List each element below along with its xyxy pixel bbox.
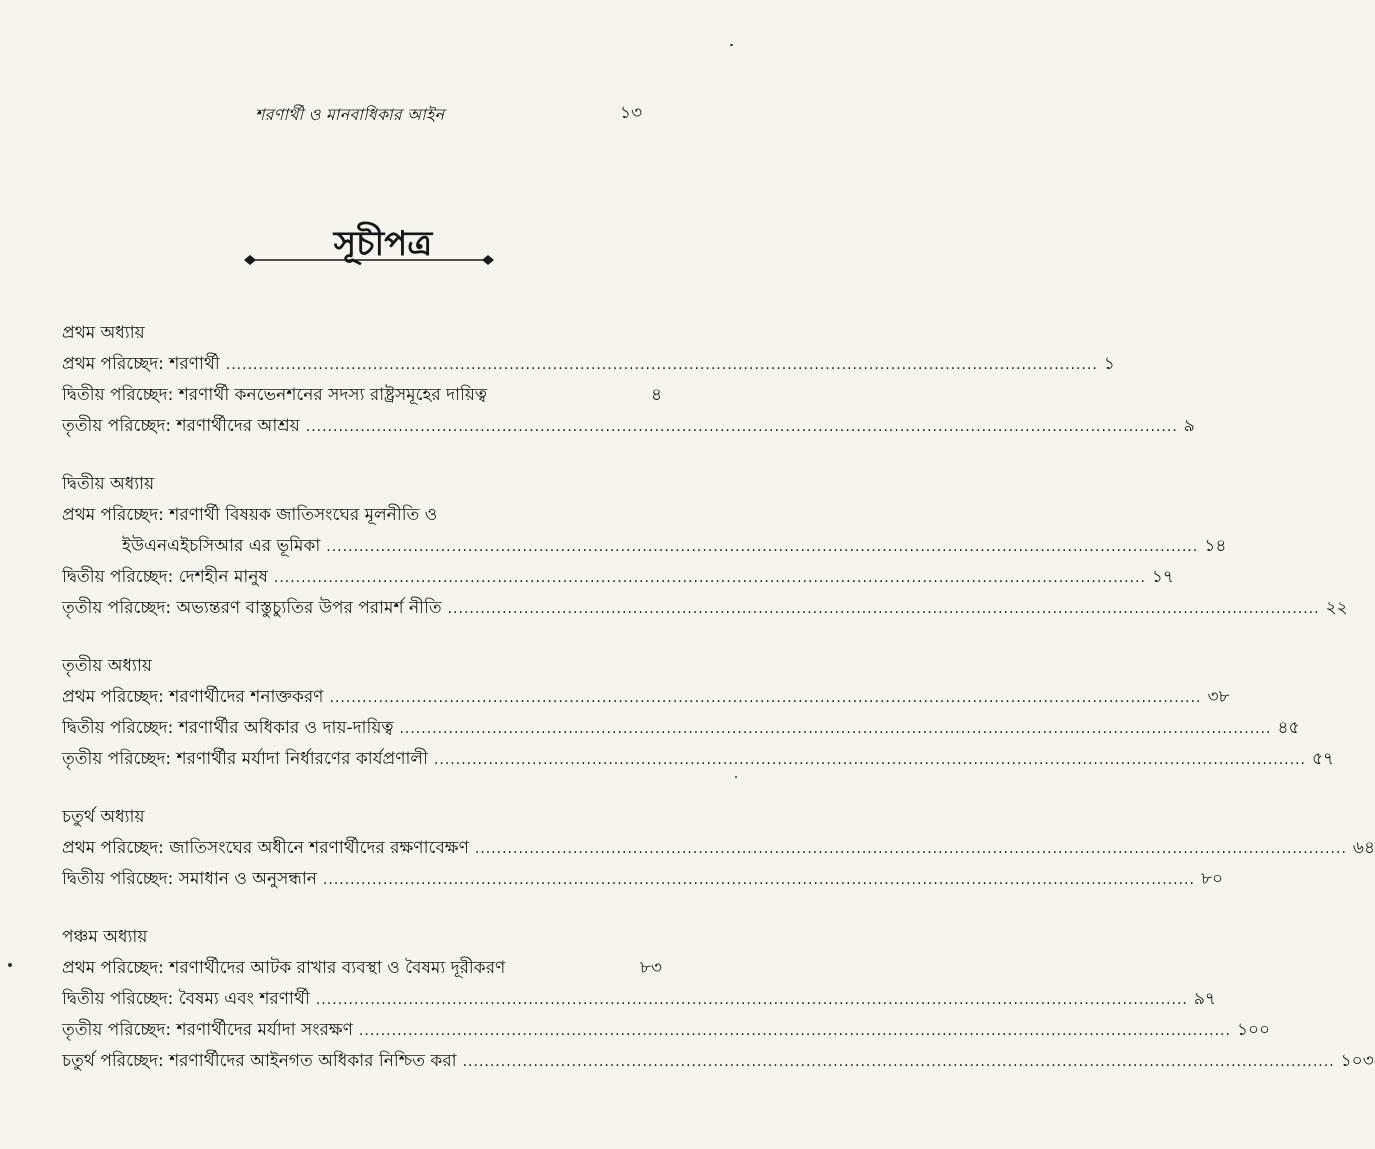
table-of-contents: [62, 318, 1375, 1104]
dot-leader: ................................................................................................................................................................: [358, 1023, 1231, 1039]
toc-entry[interactable]: [62, 1015, 1271, 1046]
toc-entry-page: ৮৩: [639, 958, 662, 978]
toc-entry-page: ৪: [650, 385, 662, 405]
chapter-title: চতুর্থ অধ্যায়: [62, 807, 145, 827]
toc-entry[interactable]: [62, 531, 1227, 562]
toc-entry-label: দ্বিতীয় পরিচ্ছেদ: দেশহীন মানুষ: [62, 567, 268, 587]
toc-entry[interactable]: [62, 833, 1375, 864]
dot-leader: ................................................................................................................................................................: [433, 752, 1306, 768]
dot-leader: ................................................................................................................................................................: [305, 419, 1178, 435]
toc-entry-label: দ্বিতীয় পরিচ্ছেদ: বৈষম্য এবং শরণার্থী: [62, 989, 310, 1009]
toc-entry-label: তৃতীয় পরিচ্ছেদ: শরণার্থীদের মর্যাদা সংরক্ষণ: [62, 1020, 353, 1040]
dot-leader: ................................................................................................................................................................: [273, 570, 1146, 586]
toc-entry[interactable]: [62, 953, 662, 984]
dot-leader: ................................................................................................................................................................: [326, 539, 1199, 555]
toc-chapter: [62, 651, 1335, 775]
toc-entry-label: প্রথম পরিচ্ছেদ: শরণার্থী: [62, 354, 220, 374]
toc-entry[interactable]: [62, 713, 1300, 744]
dot-leader: ................................................................................................................................................................: [322, 872, 1195, 888]
toc-entry[interactable]: [62, 1046, 1374, 1077]
chapter-title: দ্বিতীয় অধ্যায়: [62, 474, 155, 494]
toc-entry-page: ১০৩: [1340, 1051, 1374, 1071]
toc-entry[interactable]: [62, 744, 1335, 775]
toc-entry[interactable]: [62, 500, 662, 531]
toc-entry[interactable]: [62, 411, 1195, 442]
toc-entry-label: প্রথম পরিচ্ছেদ: শরণার্থীদের শনাক্তকরণ: [62, 687, 324, 707]
dot-leader: ................................................................................................................................................................: [474, 841, 1347, 857]
toc-chapter: [62, 802, 1375, 895]
toc-entry-page: ১৭: [1151, 567, 1174, 587]
toc-entry-label: দ্বিতীয় পরিচ্ছেদ: সমাধান ও অনুসন্ধান: [62, 869, 317, 889]
diamond-line-ornament-icon: [243, 252, 495, 268]
toc-entry-page: ৪৫: [1277, 718, 1300, 738]
dot-leader: ................................................................................................................................................................: [399, 721, 1272, 737]
toc-entry[interactable]: [62, 984, 1216, 1015]
toc-chapter: [62, 469, 1348, 624]
toc-chapter: [62, 922, 1374, 1077]
toc-entry[interactable]: [62, 682, 1230, 713]
toc-entry[interactable]: [62, 562, 1174, 593]
toc-entry-label: তৃতীয় পরিচ্ছেদ: শরণার্থীদের আশ্রয়: [62, 416, 300, 436]
toc-entry-label: প্রথম পরিচ্ছেদ: জাতিসংঘের অধীনে শরণার্থীদের রক্ষণাবেক্ষণ: [62, 838, 469, 858]
toc-entry-label: দ্বিতীয় পরিচ্ছেদ: শরণার্থী কনভেনশনের সদস্য রাষ্ট্রসমূহের দায়িত্ব: [62, 385, 487, 405]
dot-leader: ................................................................................................................................................................: [447, 601, 1320, 617]
toc-chapter: [62, 318, 1195, 442]
toc-entry-page: ৫৭: [1311, 749, 1335, 769]
toc-entry-page: ১: [1103, 354, 1115, 374]
running-header: শরণার্থী ও মানবাধিকার আইন: [255, 105, 445, 124]
toc-entry-page: ৬৪: [1352, 838, 1375, 858]
chapter-title: তৃতীয় অধ্যায়: [62, 656, 152, 676]
page-number: ১৩: [620, 103, 643, 123]
toc-entry-label: প্রথম পরিচ্ছেদ: শরণার্থীদের আটক রাখার ব্যবস্থা ও বৈষম্য দূরীকরণ: [62, 958, 506, 978]
toc-entry-page: ৩৮: [1207, 687, 1230, 707]
dot-leader: ................................................................................................................................................................: [462, 1054, 1335, 1070]
toc-entry-label: ইউএনএইচসিআর এর ভূমিকা: [122, 536, 321, 556]
toc-entry-label: দ্বিতীয় পরিচ্ছেদ: শরণার্থীর অধিকার ও দায়-দায়িত্ব: [62, 718, 394, 738]
toc-entry-page: ১৪: [1204, 536, 1227, 556]
toc-entry-page: ৯: [1183, 416, 1195, 436]
toc-entry-label: প্রথম পরিচ্ছেদ: শরণার্থী বিষয়ক জাতিসংঘের মূলনীতি ও: [62, 505, 438, 525]
toc-entry-page: ৮০: [1200, 869, 1224, 889]
toc-entry[interactable]: [62, 349, 1115, 380]
toc-entry-page: ২২: [1325, 598, 1348, 618]
toc-title: সূচীপত্র: [333, 224, 433, 264]
toc-entry-label: তৃতীয় পরিচ্ছেদ: শরণার্থীর মর্যাদা নির্ধারণের কার্যপ্রণালী: [62, 749, 428, 769]
toc-entry-label: তৃতীয় পরিচ্ছেদ: অভ্যন্তরণ বাস্তুচ্যুতির উপর পরামর্শ নীতি: [62, 598, 442, 618]
chapter-title: প্রথম অধ্যায়: [62, 323, 145, 343]
toc-entry-label: চতুর্থ পরিচ্ছেদ: শরণার্থীদের আইনগত অধিকার নিশ্চিত করা: [62, 1051, 457, 1071]
dot-leader: ................................................................................................................................................................: [329, 690, 1202, 706]
toc-entry-page: ১০০: [1236, 1020, 1271, 1040]
toc-entry[interactable]: [62, 380, 662, 411]
chapter-title: পঞ্চম অধ্যায়: [62, 927, 148, 947]
toc-entry-page: ৯৭: [1193, 989, 1216, 1009]
toc-entry[interactable]: [62, 864, 1224, 895]
dot-leader: ................................................................................................................................................................: [225, 357, 1098, 373]
toc-entry[interactable]: [62, 593, 1348, 624]
dot-leader: ................................................................................................................................................................: [315, 992, 1188, 1008]
